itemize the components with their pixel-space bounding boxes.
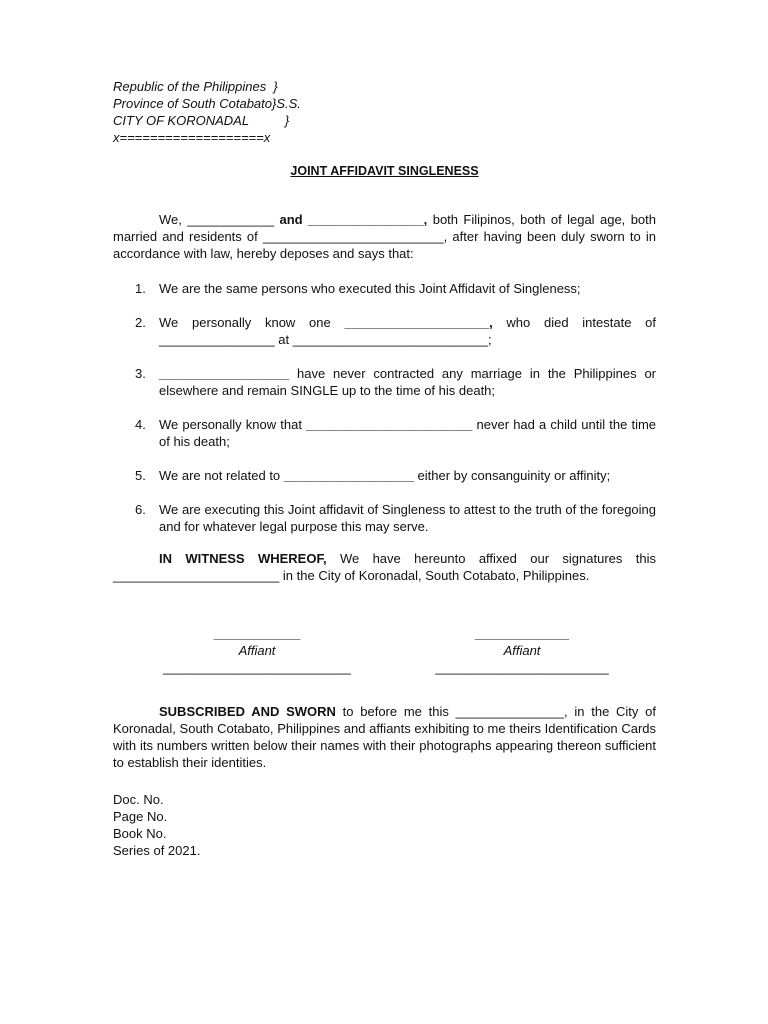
item-text: We are the same persons who executed this Joint Affidavit of Singleness; <box>159 281 581 296</box>
venue-province: Province of South Cotabato}S.S. <box>113 96 301 111</box>
intro-we: We, ____________ <box>159 212 280 227</box>
affiant-label: Affiant <box>503 643 541 658</box>
item-number: 3. <box>135 366 146 381</box>
item-text-pre: We personally know that <box>159 417 307 432</box>
item-blank: __________________ <box>283 468 414 483</box>
venue-separator: x===================x <box>113 130 271 145</box>
id-line: __________________________ <box>163 660 351 675</box>
affidavit-page <box>113 78 656 859</box>
affiant-label: Affiant <box>238 643 276 658</box>
venue-republic: Republic of the Philippines } <box>113 79 278 94</box>
item-number: 4. <box>135 417 146 432</box>
series: Series of 2021. <box>113 843 201 858</box>
jurat-paragraph <box>113 703 656 771</box>
statement-item <box>113 314 656 348</box>
item-number: 6. <box>135 502 146 517</box>
venue-city: CITY OF KORONADAL } <box>113 113 290 128</box>
item-text-post: who died intestate of ________________ at ___________________________; <box>159 315 656 347</box>
statement-item <box>113 365 656 399</box>
signature-block <box>113 625 656 691</box>
witness-paragraph <box>113 550 656 584</box>
doc-no: Doc. No. <box>113 792 164 807</box>
signature-line: ____________ <box>213 626 301 641</box>
item-text-post: either by consanguinity or affinity; <box>413 468 611 483</box>
notarial-register <box>113 791 656 859</box>
id-line: ________________________ <box>435 660 609 675</box>
intro-and: and ________________, <box>279 212 428 227</box>
statement-item <box>113 416 656 450</box>
item-text-post: have never contracted any marriage in the Philippines or elsewhere and remain SINGLE up to the time of his death; <box>159 366 656 398</box>
witness-text: We have hereunto affixed our signatures this _______________________ in the City of Koronadal, South Cotabato, Philippines. <box>113 551 657 583</box>
witness-lead: IN WITNESS WHEREOF, <box>159 551 327 566</box>
item-number: 1. <box>135 281 146 296</box>
book-no: Book No. <box>113 826 167 841</box>
item-number: 2. <box>135 315 146 330</box>
item-blank: _______________________ <box>306 417 473 432</box>
item-text-pre: We personally know one <box>159 315 345 330</box>
statement-item <box>113 280 656 297</box>
page-no: Page No. <box>113 809 168 824</box>
jurat-text: to before me this _______________, in the City of Koronadal, South Cotabato, Philippines and affiants exhibiting to me theirs Identification Cards with its numbers written below their names with their photographs appearing thereon sufficient to establish their identities. <box>113 704 656 770</box>
item-text-post: never had a child until the time of his death; <box>159 417 657 449</box>
item-number: 5. <box>135 468 146 483</box>
statement-item <box>113 501 656 535</box>
statement-item <box>113 467 656 484</box>
affiant-signature-right <box>427 625 617 676</box>
item-blank: ____________________, <box>344 315 493 330</box>
document-title: JOINT AFFIDAVIT SINGLENESS <box>290 164 479 178</box>
item-blank: __________________ <box>159 366 290 381</box>
statement-list <box>113 280 656 535</box>
jurat-lead: SUBSCRIBED AND SWORN <box>159 704 336 719</box>
venue-block <box>113 78 656 146</box>
item-text-pre: We are not related to <box>159 468 284 483</box>
intro-paragraph <box>113 211 656 262</box>
signature-line: _____________ <box>475 626 569 641</box>
affiant-signature-left <box>141 625 373 676</box>
item-text: We are executing this Joint affidavit of Singleness to attest to the truth of the foregoing and for whatever legal purpose this may serve. <box>159 502 656 534</box>
intro-rest: both Filipinos, both of legal age, both married and residents of _________________________, after having been duly sworn to in accordance with law, hereby deposes and says that: <box>113 212 657 261</box>
